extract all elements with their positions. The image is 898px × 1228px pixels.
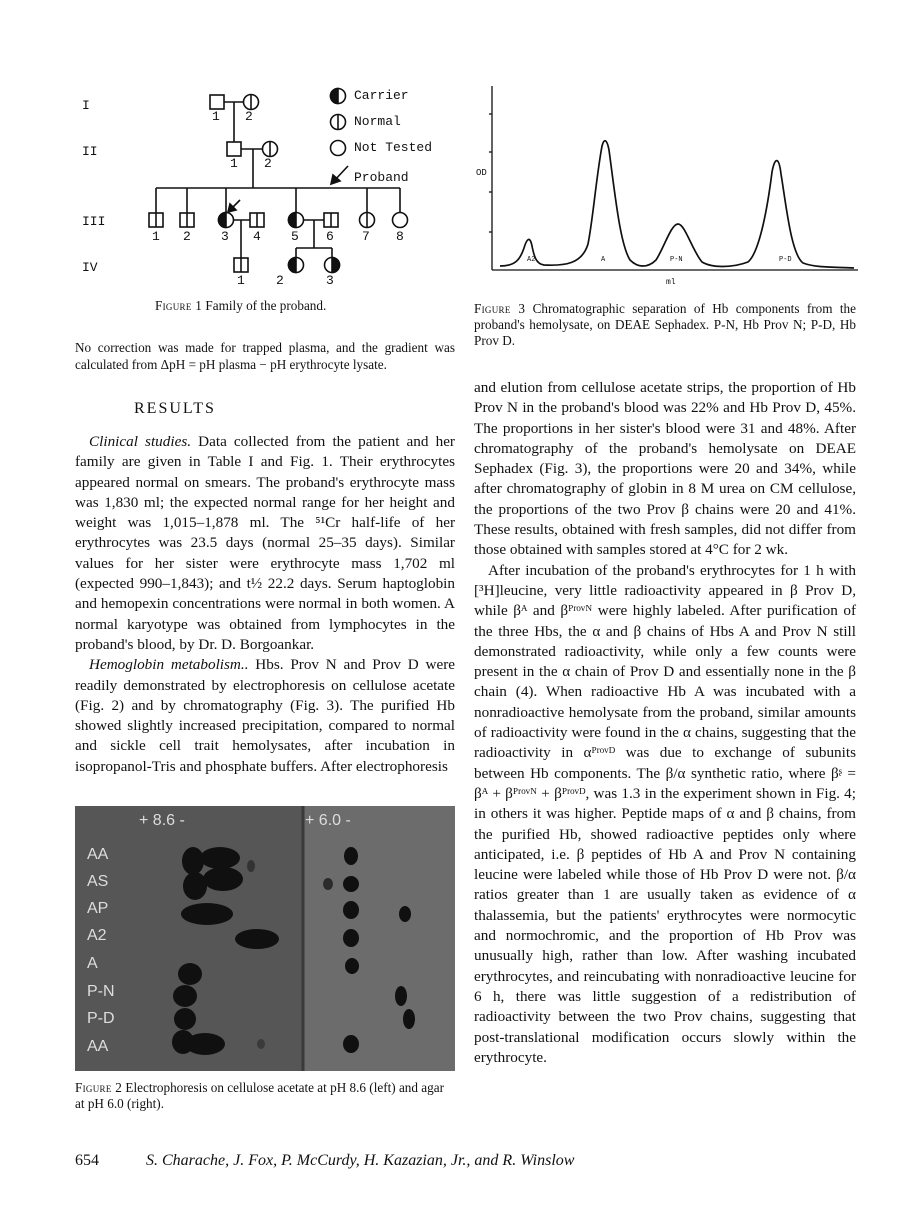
individual-number: 1 [237,273,245,288]
figure-2-text: Electrophoresis on cellulose acetate at pH 8.6 (left) and agar at pH 6.0 (right). [75,1080,444,1111]
individual-number: 6 [326,229,334,244]
peak-label-a2: A2 [527,256,536,264]
gel-band [235,929,279,949]
pedigree-I-1-male [210,95,224,109]
gel-band [344,847,358,865]
right-column-body [474,378,856,1068]
gel-band [343,876,359,892]
peak-label-pn: P-N [670,256,683,264]
clinical-heading: Clinical studies. [89,433,192,450]
legend-not-tested-symbol [331,141,346,156]
gel-band [182,847,204,875]
chromatogram-plot [470,84,870,296]
figure-2-caption [75,1080,455,1112]
gel-band [183,872,207,900]
peak-label-a: A [601,256,606,264]
peak-label-pd: P-D [779,256,792,264]
generation-label: II [82,144,98,159]
individual-number: 2 [245,109,253,124]
gel-lane-label: AP [87,900,109,917]
hemoglobin-heading: Hemoglobin metabolism.. [89,656,249,674]
gel-band [172,1030,194,1054]
figure-1-caption [155,298,455,314]
gel-band [343,929,359,947]
gel-band [343,901,359,919]
figure-1-pedigree [60,80,460,290]
individual-number: 2 [276,273,284,288]
section-heading: RESULTS [134,400,216,417]
elution-paragraph: and elution from cellulose acetate strips, the proportion of Hb Prov N in the proband's blood was 22% and Hb Prov D, 45%. The proportions in her sister's blood were 31 and 48%. After chromatography of the proband's hemolysate on DEAE Sephadex (Fig. 3), the proportions were 20 and 34%, while after chromatography of globin in 8 M urea on CM cellulose, the proportions of the two Prov β chains were 20 and 41%. These results, obtained with fresh samples, did not differ from those obtained with samples stored at 4°C for 2 wk. [474,379,856,559]
legend-normal-label: Normal [354,114,401,129]
individual-number: 1 [152,229,160,244]
gel-band [345,958,359,974]
figure-1-label: Figure 1 [155,298,203,313]
gel-lane-label: P-D [87,1010,115,1027]
intro-paragraph: No correction was made for trapped plasma, and the gradient was calculated from ΔpH = pH plasma − pH erythrocyte lysate. [75,340,455,372]
figure-3-label: Figure 3 [474,301,526,316]
individual-number: 1 [212,109,220,124]
gel-lane-label: A [87,955,98,972]
figure-2-label: Figure 2 [75,1080,123,1095]
individual-number: 4 [253,229,261,244]
gel-lane-label: AS [87,873,109,890]
figure-1-text: Family of the proband. [205,298,327,313]
left-column-body [75,432,455,777]
legend-not-tested-label: Not Tested [354,140,433,155]
gel-lane-label: AA [87,1038,109,1055]
generation-label: IV [82,260,98,275]
pedigree-chart [60,80,460,290]
gel-band [174,1008,196,1030]
chromatogram-xlabel: ml [666,278,676,287]
legend-proband-label: Proband [354,170,409,185]
incubation-paragraph: After incubation of the proband's erythrocytes for 1 h with [³H]leucine, very little radioactivity appeared in β Prov D, while βᴬ and βᴾʳᵒᵛᴺ were highly labeled. After purification of the three Hbs, the α and β chains of Hbs A and Prov N still demonstrated radioactivity, while only a few counts were present in the α chain of Prov D and essentially none in the β chain (4). When radioactive Hb A was incubated with a nonradioactive hemolysate from the proband, similar amounts of radioactivity were found in the α chains, suggesting that the radioactivity in αᴾʳᵒᵛᴰ was due to exchange of subunits between Hb components. The β/α synthetic ratio, where βᶳ = βᴬ + βᴾʳᵒᵛᴺ + βᴾʳᵒᵛᴰ, was 1.3 in the experiment shown in Fig. 4; in others it was higher. Peptide maps of α and β chains, from the purified Hb, showed radioactive peptides only where anticipated, i.e. β peptides of Hb A and Prov N containing leucine were labeled while those of Hb Prov D were not. β/α ratios greater than 1 are usually taken as evidence of α thalassemia, but the patients' erythrocytes were normocytic and normochromic, and the proportion of Hb Prov was unusually high, rather than low. After washing incubated erythrocytes, and reincubating with nonradioactive leucine for 6 h, there was little suggestion of a redistribution of radioactivity between the two Prov chains, suggesting that post-translational modification occurs slowly within the erythrocyte. [474,561,856,1066]
gel-band [343,1035,359,1053]
gel-header-left: + 8.6 - [139,812,185,829]
page-number: 654 [75,1152,99,1169]
generation-label: I [82,98,90,113]
individual-number: 5 [291,229,299,244]
figure-3-text: Chromatographic separation of Hb components from the proband's hemolysate, on DEAE Sephadex. P-N, Hb Prov N; P-D, Hb Prov D. [474,301,856,348]
individual-number: 3 [221,229,229,244]
clinical-paragraph: Clinical studies. Data collected from the patient and her family are given in Table I and Fig. 1. Their erythrocytes appeared normal on smears. The proband's erythrocyte mass was 1,830 ml; the expected normal range for her height and weight was 1,015–1,878 ml. The ⁵¹Cr half-life of her erythrocytes was 23.5 days (normal 25–35 days). Similar values for her sister were erythrocyte mass 1,702 ml (expected 990–1,843); and t½ 22.2 days. Serum haptoglobin and hemopexin concentrations were normal in both women. A normal karyotype was obtained from lymphocytes in the proband's blood, by Dr. D. Borgoankar. [75,433,455,653]
individual-number: 8 [396,229,404,244]
gel-band [399,906,411,922]
gel-band [200,847,240,869]
gel-band [203,867,243,891]
gel-band [173,985,197,1007]
gel-band [403,1009,415,1029]
pedigree-III-8-female-not-tested [393,213,408,228]
gel-band [247,860,255,872]
author-line: S. Charache, J. Fox, P. McCurdy, H. Kazazian, Jr., and R. Winslow [146,1152,575,1169]
gel-band [257,1039,265,1049]
gel-header-right: + 6.0 - [305,812,351,829]
generation-label: III [82,214,106,229]
gel-band [323,878,333,890]
legend-carrier-label: Carrier [354,88,409,103]
figure-2-gel-photo [75,806,455,1071]
gel-band [181,903,233,925]
gel-lane-label: A2 [87,927,107,944]
individual-number: 2 [264,156,272,171]
figure-3-caption [474,301,856,349]
individual-number: 3 [326,273,334,288]
chromatogram-trace [500,141,854,268]
individual-number: 1 [230,156,238,171]
chromatogram-ylabel: OD [476,168,487,178]
gel-lane-label: AA [87,846,109,863]
gel-bands [75,806,455,1071]
individual-number: 7 [362,229,370,244]
gel-band [395,986,407,1006]
gel-lane-label: P-N [87,983,115,1000]
hemoglobin-paragraph: Hemoglobin metabolism.. Hbs. Prov N and Prov D were readily demonstrated by electrophoresis on cellulose acetate (Fig. 2) and by chromatography (Fig. 3). The purified Hb showed slightly increased precipitation, compared to normal and sickle cell trait hemolysates, after incubation in isopropanol-Tris and phosphate buffers. After electrophoresis [75,656,455,775]
gel-band [178,963,202,985]
pedigree-II-1-male [227,142,241,156]
individual-number: 2 [183,229,191,244]
methods-note [75,340,455,373]
figure-3-chromatogram [470,84,870,296]
